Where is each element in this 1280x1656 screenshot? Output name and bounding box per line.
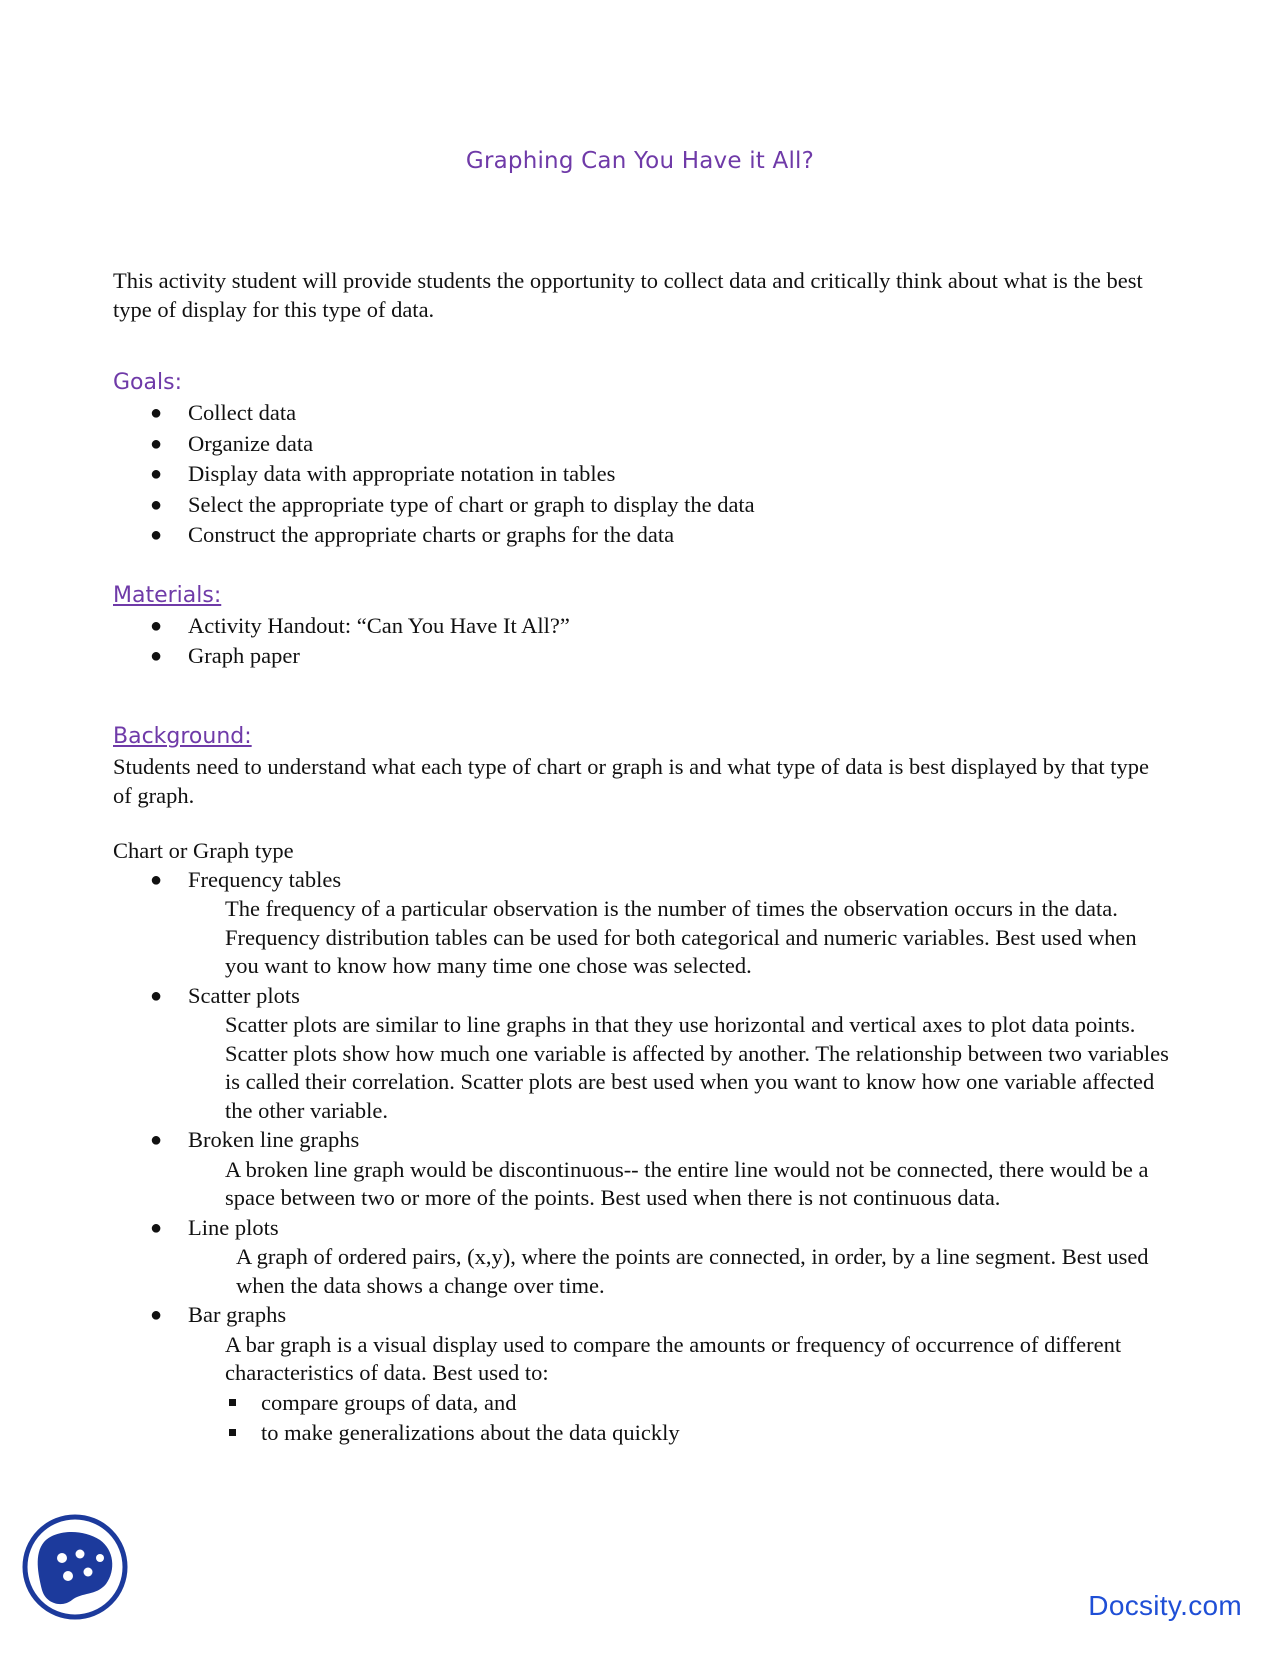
list-item: ● Display data with appropriate notation in tables (113, 459, 1173, 490)
chart-type-name: Bar graphs (188, 1302, 287, 1327)
square-bullet-icon (229, 1399, 236, 1406)
chart-type-name: Scatter plots (188, 982, 300, 1008)
goals-heading: Goals: (113, 370, 182, 395)
bullet-icon: ● (150, 402, 163, 424)
page-title: Graphing Can You Have it All? (465, 148, 815, 174)
bullet-icon: ● (150, 432, 163, 455)
list-item (113, 981, 1173, 1126)
chart-types-label: Chart or Graph type (113, 837, 294, 863)
bullet-icon: ● (150, 868, 163, 891)
intro-paragraph: This activity student will provide students the opportunity to collect data and critically think about what is the best type of display for this type of data. (113, 268, 1143, 322)
chart-type-description: A broken line graph would be discontinuous-- the entire line would not be connected, there would be a space between two or more of the points. Best used when there is not continuous data. (225, 1156, 1149, 1210)
list-item: ● Select the appropriate type of chart or graph to display the data (113, 490, 1173, 521)
document-body (113, 266, 1173, 1448)
bullet-icon: ● (150, 1216, 163, 1239)
list-item: to make generalizations about the data quickly (225, 1418, 1173, 1448)
chart-type-name: Broken line graphs (188, 1127, 360, 1152)
square-bullet-icon (229, 1429, 236, 1436)
chart-type-name: Line plots (188, 1214, 279, 1240)
materials-heading: Materials: (113, 582, 222, 608)
chart-type-description: A bar graph is a visual display used to compare the amounts or frequency of occurrence of different characteristics of data. Best used to: (225, 1331, 1122, 1385)
chart-type-description: A graph of ordered pairs, (x,y), where the points are connected, in order, by a line segment. Best used when the data shows a change over time. (236, 1244, 1149, 1298)
chart-type-description: The frequency of a particular observation is the number of times the observation occurs in the data. Frequency distribution tables can be used for both categorical and numeric variables. Best used when you want to know how many time one chose was selected. (225, 896, 1137, 978)
list-item: compare groups of data, and (225, 1388, 1173, 1418)
background-heading: Background: (113, 723, 252, 749)
bullet-icon: ● (150, 524, 163, 546)
chart-type-name: Frequency tables (188, 866, 342, 892)
bullet-icon: ● (150, 493, 163, 516)
list-item: ● Collect data (113, 398, 1173, 429)
list-item (113, 1213, 1173, 1301)
docsity-brand-link[interactable]: Docsity.com (1088, 1590, 1242, 1621)
list-item: ● Organize data (113, 429, 1173, 460)
bullet-icon: ● (150, 1129, 163, 1151)
bullet-icon: ● (150, 1304, 163, 1326)
goals-list (113, 398, 1173, 551)
bar-graph-uses-list (113, 1388, 1173, 1448)
chart-type-description: Scatter plots are similar to line graphs in that they use horizontal and vertical axes to plot data points. Scatter plots show how much one variable is affected by another. The relationship between two variables is called their correlation. Scatter plots are best used when you want to know how one variable affected the other variable. (225, 1012, 1169, 1123)
list-item: ● Construct the appropriate charts or graphs for the data (113, 520, 1173, 551)
bullet-icon: ● (150, 614, 163, 637)
background-paragraph: Students need to understand what each type of chart or graph is and what type of data is best displayed by that type of graph. (113, 753, 1149, 808)
list-item: ● Activity Handout: “Can You Have It All?” (113, 611, 1173, 642)
bullet-icon: ● (150, 463, 163, 485)
list-item (113, 1125, 1173, 1213)
materials-list (113, 611, 1173, 672)
list-item (113, 1300, 1173, 1388)
list-item: ● Graph paper (113, 641, 1173, 672)
docsity-logo-icon (20, 1512, 130, 1622)
chart-types-list (113, 865, 1173, 1388)
bullet-icon: ● (150, 645, 163, 667)
bullet-icon: ● (150, 984, 163, 1007)
list-item (113, 865, 1173, 981)
